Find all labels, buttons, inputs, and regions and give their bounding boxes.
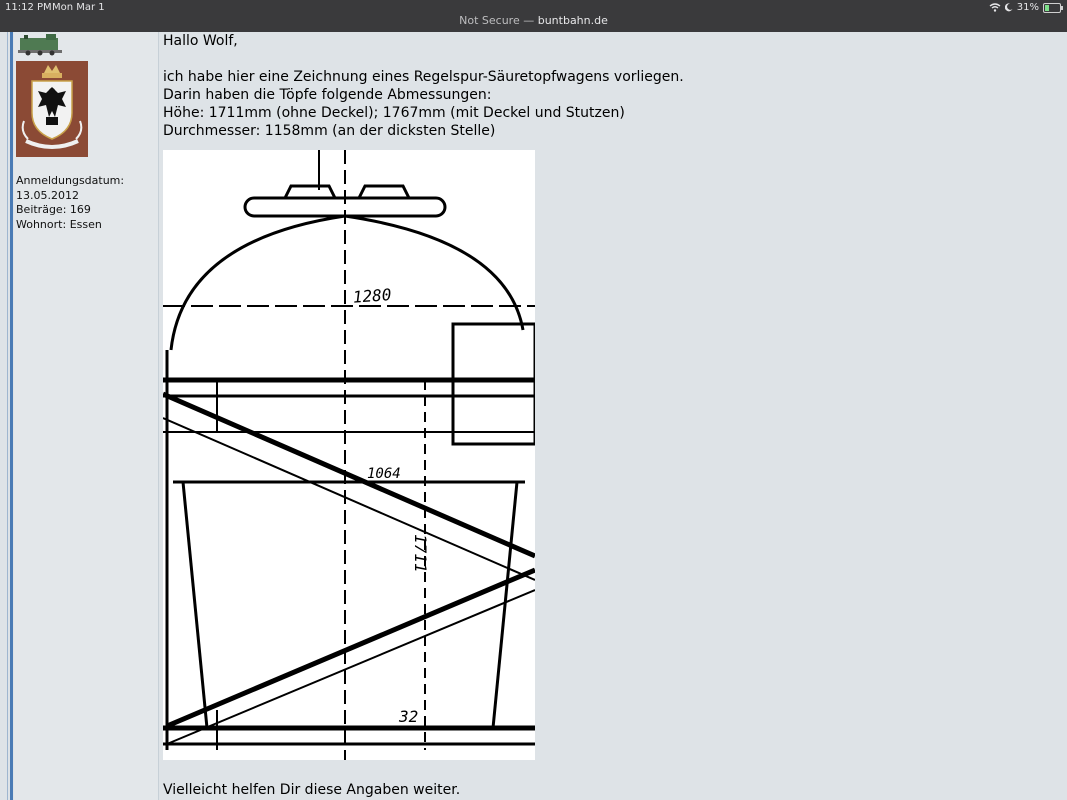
posts-row bbox=[16, 203, 124, 218]
battery-percent: 31% bbox=[1016, 2, 1039, 13]
left-border-thin bbox=[7, 32, 8, 800]
wifi-icon bbox=[989, 3, 1001, 12]
posts-count: 169 bbox=[69, 203, 91, 216]
post-body bbox=[159, 32, 1067, 800]
url-domain: buntbahn.de bbox=[537, 14, 608, 27]
rank-locomotive-image bbox=[16, 32, 66, 56]
poster-profile bbox=[14, 32, 159, 800]
blank-line bbox=[163, 50, 684, 68]
forum-page bbox=[0, 32, 1067, 800]
profile-info bbox=[16, 174, 124, 232]
registered-label: Anmeldungsdatum: bbox=[16, 174, 125, 187]
status-time: 11:12 PM bbox=[5, 2, 52, 13]
post-line-3: Höhe: 1711mm (ohne Deckel); 1767mm (mit Deckel und Stutzen) bbox=[163, 105, 625, 121]
url-security-label: Not Secure — bbox=[459, 14, 538, 27]
posts-label: Beiträge: bbox=[16, 203, 67, 216]
post-line-4: Durchmesser: 1158mm (an der dicksten Stelle) bbox=[163, 123, 496, 139]
drawing-label-32: 32 bbox=[399, 707, 419, 726]
post-text bbox=[163, 32, 684, 140]
drawing-label-1711: 1711 bbox=[411, 534, 430, 573]
status-date: Mon Mar 1 bbox=[52, 2, 105, 13]
status-right-group bbox=[989, 2, 1061, 13]
location-row bbox=[16, 218, 124, 233]
moon-icon bbox=[1005, 3, 1013, 12]
registered-date: 13.05.2012 bbox=[16, 188, 79, 202]
post-closing: Vielleicht helfen Dir diese Angaben weiter. bbox=[163, 782, 461, 798]
post-line-2: Darin haben die Töpfe folgende Abmessungen: bbox=[163, 87, 492, 103]
tank-technical-drawing bbox=[163, 150, 535, 760]
address-bar[interactable] bbox=[0, 14, 1067, 27]
location-value: Essen bbox=[69, 217, 102, 231]
post-greeting: Hallo Wolf, bbox=[163, 33, 238, 49]
battery-fill bbox=[1045, 5, 1049, 11]
avatar-coat-of-arms bbox=[16, 61, 88, 157]
battery-icon bbox=[1043, 3, 1061, 13]
drawing-label-1064: 1064 bbox=[367, 466, 401, 482]
left-border bbox=[10, 32, 13, 800]
drawing-label-1280: 1280 bbox=[352, 285, 393, 307]
post-line-1: ich habe hier eine Zeichnung eines Regelspur-Säuretopfwagens vorliegen. bbox=[163, 69, 684, 85]
location-label: Wohnort: bbox=[16, 217, 67, 231]
ios-status-bar bbox=[0, 0, 1067, 32]
